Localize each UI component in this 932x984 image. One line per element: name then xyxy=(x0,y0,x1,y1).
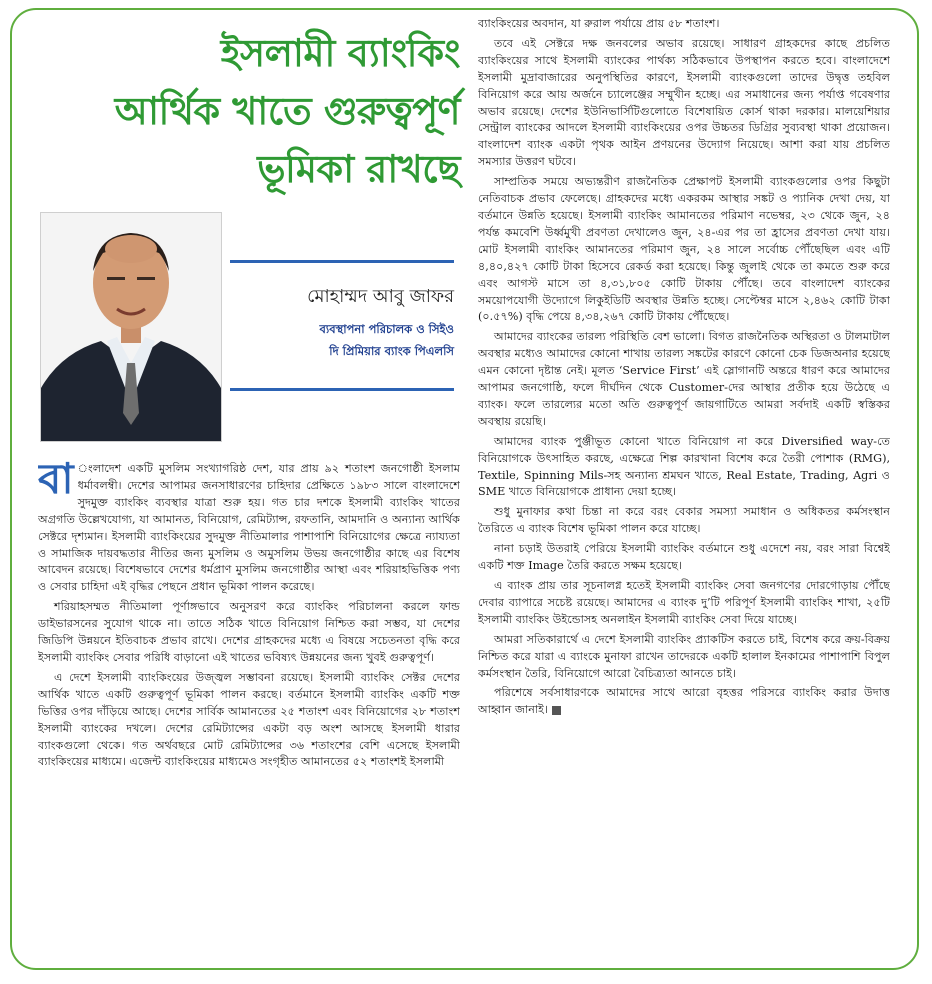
headline-line-1: ইসলামী ব্যাংকিং xyxy=(220,31,460,75)
paragraph: নানা চড়াই উতরাই পেরিয়ে ইসলামী ব্যাংকিং বর্তমানে শুধু এদেশে নয়, বরং সারা বিশ্বেই একটি শক্ত Image তৈরি করতে সক্ষম হয়েছে। xyxy=(478,542,890,573)
paragraph: শরিয়াহসম্মত নীতিমালা পূর্ণাঙ্গভাবে অনুসরণ করে ব্যাংকিং পরিচালনা করলে ফান্ড ডাইভারসনের সুযোগ থাকে না। তাতে সঠিক খাতে বিনিয়োগ নিশ্চিত করা সম্ভব, যা দেশের জিডিপি উন্নয়নে ইতিবাচক প্রভাব রাখে। দেশের গ্রাহকদের মধ্যে এ বিষয়ে সচেতনতা বৃদ্ধি করে ইসলামী ব্যাংকিং সেবার পরিধি বাড়ানো এই খাতের ভবিষ্যৎ উন্নয়নের জন্য খুবই গুরুত্বপূর্ণ। xyxy=(38,600,460,664)
end-mark-icon xyxy=(552,706,561,715)
paragraph: পরিশেষে সর্বসাধারণকে আমাদের সাথে আরো বৃহত্তর পরিসরে ব্যাংকিং করার উদাত্ত আহ্বান জানাই। xyxy=(478,686,890,717)
drop-cap: বা xyxy=(38,461,74,503)
paragraph: এ দেশে ইসলামী ব্যাংকিংয়ের উজ্জ্বল সম্ভাবনা রয়েছে। ইসলামী ব্যাংকিং সেক্টর দেশের আর্থিক খাতে একটি গুরুত্বপূর্ণ ভূমিকা পালন করছে। বর্তমানে ইসলামী ব্যাংকিং একটি শক্ত ভিত্তির ওপর দাঁড়িয়ে আছে। দেশের সার্বিক আমানতের ২৫ শতাংশ এবং বিনিয়োগের ২৮ শতাংশ ইসলামী ব্যাংকের দখলে। দেশের রেমিট্যান্সের একটা বড় অংশ আসছে ইসলামী ধারার ব্যাংকগুলো থেকে। গত অর্থবছরে মোট রেমিট্যান্সের ৩৬ শতাংশের বেশি এসেছে ইসলামী ব্যাংকিংয়ের মাধ্যমে। এজেন্ট ব্যাংকিংয়ের মাধ্যমেও সংগৃহীত আমানতের ৫২ শতাংশই ইসলামী xyxy=(38,670,460,769)
author-title xyxy=(232,318,454,362)
author-rule-bottom xyxy=(230,388,454,391)
headline-line-2: আর্থিক খাতে গুরুত্বপূর্ণ xyxy=(114,89,460,133)
paragraph: আমরা সতিকারার্থে এ দেশে ইসলামী ব্যাংকিং প্র্যাকটিস করতে চাই, বিশেষ করে ক্রয়-বিক্রয় নিশ্চিত করে যারা এ ব্যাংকে মুনাফা রাখেন তাদেরকে একটি হালাল ইনকামের পাশাপাশি বিপুল কর্মসংস্থান তৈরি, বিনিয়োগে আরো বৈচিত্র্যতা আনতে চাই। xyxy=(478,632,890,680)
article-column-right xyxy=(478,16,890,961)
paragraph: আমাদের ব্যাংকের তারল্য পরিস্থিতি বেশ ভালো। বিগত রাজনৈতিক অস্থিরতা ও টালমাটাল অবস্থার মধ্যেও আমাদের কোনো শাখায় তারল্য সঙ্কটের কারণে কোনো চেক ডিজঅনার হয়েছে এমন কোনো দৃষ্টান্ত নেই। মূলত ‘Service First’ এই স্লোগানটি অন্তরে ধারণ করে আমাদের আপামর জনগোষ্ঠি, ফলে দীর্ঘদিন থেকে Customer-দের আস্থার প্রতীক হয়ে উঠেছে এ ব্যাংক। ফলে তারল্যের মতো অতি গুরুত্বপূর্ণ জায়গাটিতে আমরা সর্বদাই একটি স্বস্তিকর অবস্থায় রয়েছি। xyxy=(478,330,890,428)
author-title-line-2: দি প্রিমিয়ার ব্যাংক পিএলসি xyxy=(329,344,454,358)
author-name: মোহাম্মদ আবু জাফর xyxy=(307,286,454,307)
article-column-left xyxy=(38,461,460,961)
headline xyxy=(40,24,460,198)
paragraph: শুধু মুনাফার কথা চিন্তা না করে বরং বেকার সমস্যা সমাধান ও অধিকতর কর্মসংস্থান তৈরিতে এ ব্যাংক বিশেষ ভূমিকা পালন করে যাচ্ছে। xyxy=(478,505,890,536)
paragraph: তবে এই সেক্টরে দক্ষ জনবলের অভাব রয়েছে। সাধারণ গ্রাহকদের কাছে প্রচলিত ব্যাংকিংয়ের সাথে ইসলামী ব্যাংকের পার্থক্য সঠিকভাবে উপস্থাপন করতে হবে। বাংলাদেশে ইসলামী মুদ্রাবাজারের অনুপস্থিতির কারণে, ইসলামী ব্যাংকগুলো তাদের উদ্বৃত্ত তহবিল বিনিয়োগ করে আয় অর্জনে চ্যালেঞ্জের সম্মুখীন হচ্ছে। এর সমাধানের জন্য পর্যাপ্ত গবেষণার অভাব রয়েছে। দেশের ইউনিভার্সিটিগুলোতে বিশেষায়িত কোর্স থাকা দরকার। মালয়েশিয়ার সেন্ট্রাল ব্যাংকের আদলে ইসলামী ব্যাংকিংয়ের ওপর উচ্চতর ডিগ্রির সুব্যবস্থা থাকা প্রয়োজন। বাংলাদেশ ব্যাংক একটা পৃথক আইন প্রণয়নের উদ্যোগ নিয়েছে। আশা করা যায় প্রচলিত সমস্যার উত্তরণ ঘটবে। xyxy=(478,36,890,169)
author-photo xyxy=(40,212,222,442)
paragraph: আমাদের ব্যাংক পুঞ্জীভূত কোনো খাতে বিনিয়োগ না করে Diversified way-তে বিনিয়োগকে উৎসাহিত করছে, এক্ষেত্রে শিল্প কারখানা বিশেষ করে তৈরী পোশাক (RMG), Textile, Spinning Mils-সহ অন্যান্য শ্রমঘন খাতে, Real Estate, Trading, Agri ও SME খাতে বিনিয়োগকে প্রাধান্য দেয়া হচ্ছে। xyxy=(478,434,890,499)
author-rule-top xyxy=(230,260,454,263)
author-title-line-1: ব্যবস্থাপনা পরিচালক ও সিইও xyxy=(319,322,454,336)
headline-line-3: ভূমিকা রাখছে xyxy=(257,147,460,191)
paragraph: সাম্প্রতিক সময়ে অভ্যন্তরীণ রাজনৈতিক প্রেক্ষাপট ইসলামী ব্যাংকগুলোর ওপর কিছুটা নেতিবাচক প্রভাব ফেলেছে। গ্রাহকদের মধ্যে একরকম আস্থার সঙ্কট ও প্যানিক দেখা দেয়, যা বর্তমানে উন্নতি হয়েছে। ইসলামী ব্যাংকিং আমানতের পরিমাণ নভেম্বর, ২৩ থেকে জুন, ২৪ পর্যন্ত কমবেশি উর্ধ্বমুখী প্রবণতা দেখালেও জুন, ২৪-এর পর তা হ্রাসের প্রবণতা দেখা যায়। মোট ইসলামী ব্যাংকিং আমানতের পরিমাণ জুন, ২৪ সালে সর্বোচ্চ পৌঁছেছিল এবং এটি ৪,৪০,৪২৭ কোটি টাকা হিসেবে রেকর্ড করা হয়েছে। কিন্তু জুলাই থেকে তা কমতে শুরু করে এবং আগস্ট মাসে তা ৪,৩১,৮০৫ কোটি টাকায় পৌঁছে। তবে বাংলাদেশ ব্যাংকের সময়োপযোগী উদ্যোগে লিকুইডিটি অবস্থার উন্নতি হচ্ছে। সেপ্টেম্বর মাসে ২,৪৬২ কোটি টাকা (০.৫৭%) বৃদ্ধি পেয়ে ৪,৩৪,২৬৭ কোটি টাকায় পৌঁছেছে। xyxy=(478,175,890,324)
paragraph: এ ব্যাংক প্রায় তার সূচনালগ্ন হতেই ইসলামী ব্যাংকিং সেবা জনগণের দোরগোড়ায় পৌঁছে দেবার ব্যাপারে সচেষ্ট রয়েছে। আমাদের এ ব্যাংক দু’টি পরিপূর্ণ ইসলামী ব্যাংকিং শাখা, ২৫টি ইসলামী ব্যাংকিং উইন্ডোসহ অনলাইন ইসলামী ব্যাংকিং সেবা দিয়ে যাচ্ছে। xyxy=(478,579,890,626)
paragraph: বা ংলাদেশ একটি মুসলিম সংখ্যাগরিষ্ঠ দেশ, যার প্রায় ৯২ শতাংশ জনগোষ্ঠী ইসলাম ধর্মাবলম্বী। দেশের আপামর জনসাধারণের চাহিদার প্রেক্ষিতে ১৯৮৩ সালে বাংলাদেশে সুদমুক্ত ব্যাংকিং ব্যবস্থার যাত্রা শুরু হয়। গত চার দশকে ইসলামী ব্যাংকিং খাতের অগ্রগতি উল্লেখযোগ্য, যা আমানত, বিনিয়োগ, রেমিট্যান্স, রফতানি, আমদানি ও অন্যান্য আর্থিক সেক্টরে দৃশ্যমান। ইসলামী ব্যাংকিংয়ের সুদমুক্ত নীতিমালার পাশাপাশি বিনিয়োগের ক্ষেত্রে ন্যায্যতা ও সামাজিক দায়বদ্ধতার নীতির জন্য মুসলিম ও অমুসলিম উভয় জনগোষ্ঠীর কাছে এর বিশেষ আবেদন রয়েছে। বিশেষভাবে দেশের ধর্মপ্রাণ মুসলিম জনগোষ্ঠীর আস্থা এবং শরিয়াহভিত্তিক পণ্য ও সেবার চাহিদা এই বৃদ্ধির পেছনে প্রধান ভূমিকা পালন করেছে। xyxy=(38,461,460,594)
paragraph: ব্যাংকিংয়ের অবদান, যা রুরাল পর্যায়ে প্রায় ৫৮ শতাংশ। xyxy=(478,17,720,30)
